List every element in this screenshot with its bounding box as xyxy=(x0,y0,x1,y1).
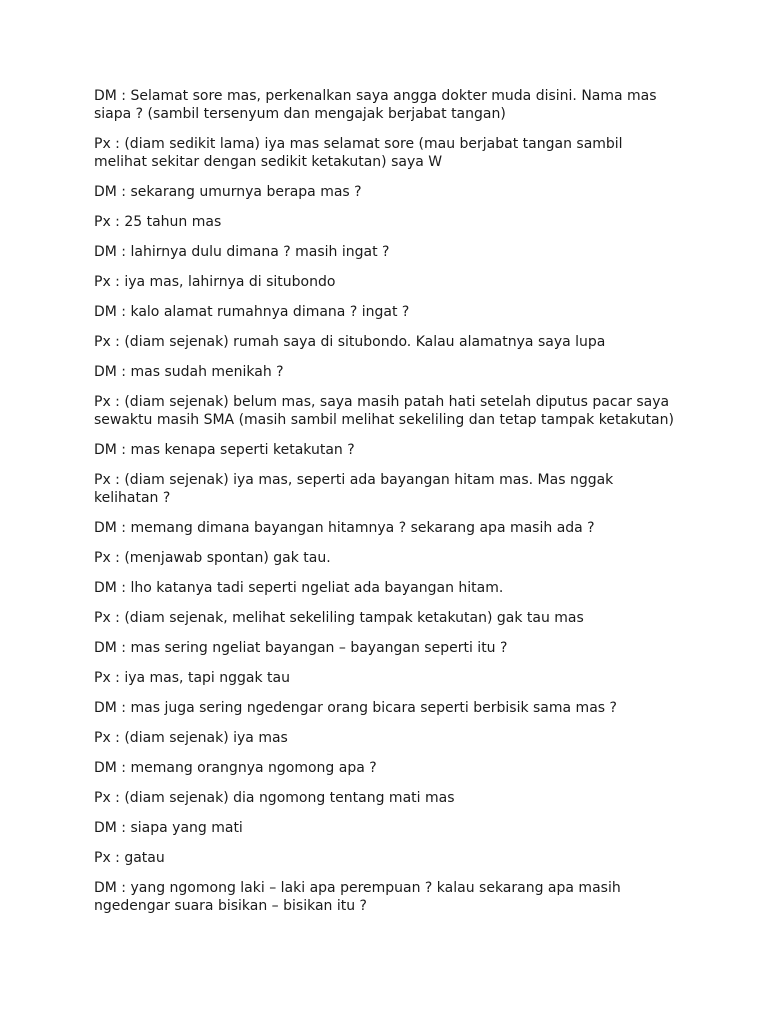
dialogue-line: DM : lahirnya dulu dimana ? masih ingat ? xyxy=(94,244,390,260)
dialogue-line: Px : (diam sedikit lama) iya mas selamat sore (mau berjabat tangan sambil melihat sekitar dengan sedikit ketakutan) saya W xyxy=(94,136,623,170)
dialogue-line: DM : kalo alamat rumahnya dimana ? ingat ? xyxy=(94,304,410,320)
dialogue-line: DM : mas sering ngeliat bayangan – bayangan seperti itu ? xyxy=(94,640,508,656)
dialogue-line: DM : mas sudah menikah ? xyxy=(94,364,284,380)
document-page xyxy=(94,87,679,927)
dialogue-line: DM : lho katanya tadi seperti ngeliat ada bayangan hitam. xyxy=(94,580,504,596)
dialogue-line: DM : yang ngomong laki – laki apa perempuan ? kalau sekarang apa masih ngedengar suara bisikan – bisikan itu ? xyxy=(94,880,621,914)
dialogue-line: Px : (diam sejenak) dia ngomong tentang mati mas xyxy=(94,790,455,806)
dialogue-line: Px : (diam sejenak, melihat sekeliling tampak ketakutan) gak tau mas xyxy=(94,610,584,626)
dialogue-line: DM : mas juga sering ngedengar orang bicara seperti berbisik sama mas ? xyxy=(94,700,617,716)
dialogue-line: Px : (diam sejenak) belum mas, saya masih patah hati setelah diputus pacar saya sewaktu masih SMA (masih sambil melihat sekeliling dan tetap tampak ketakutan) xyxy=(94,394,674,428)
dialogue-line: DM : siapa yang mati xyxy=(94,820,243,836)
dialogue-line: DM : mas kenapa seperti ketakutan ? xyxy=(94,442,355,458)
dialogue-line: Px : (diam sejenak) rumah saya di situbondo. Kalau alamatnya saya lupa xyxy=(94,334,606,350)
dialogue-line: Px : (menjawab spontan) gak tau. xyxy=(94,550,331,566)
dialogue-line: Px : iya mas, lahirnya di situbondo xyxy=(94,274,336,290)
dialogue-line: DM : sekarang umurnya berapa mas ? xyxy=(94,184,362,200)
dialogue-line: Px : iya mas, tapi nggak tau xyxy=(94,670,290,686)
dialogue-line: Px : gatau xyxy=(94,850,165,866)
dialogue-line: Px : 25 tahun mas xyxy=(94,214,222,230)
dialogue-line: Px : (diam sejenak) iya mas xyxy=(94,730,288,746)
dialogue-line: DM : Selamat sore mas, perkenalkan saya angga dokter muda disini. Nama mas siapa ? (sambil tersenyum dan mengajak berjabat tangan) xyxy=(94,88,657,122)
dialogue-line: DM : memang orangnya ngomong apa ? xyxy=(94,760,377,776)
dialogue-line: Px : (diam sejenak) iya mas, seperti ada bayangan hitam mas. Mas nggak kelihatan ? xyxy=(94,472,614,506)
dialogue-line: DM : memang dimana bayangan hitamnya ? sekarang apa masih ada ? xyxy=(94,520,595,536)
